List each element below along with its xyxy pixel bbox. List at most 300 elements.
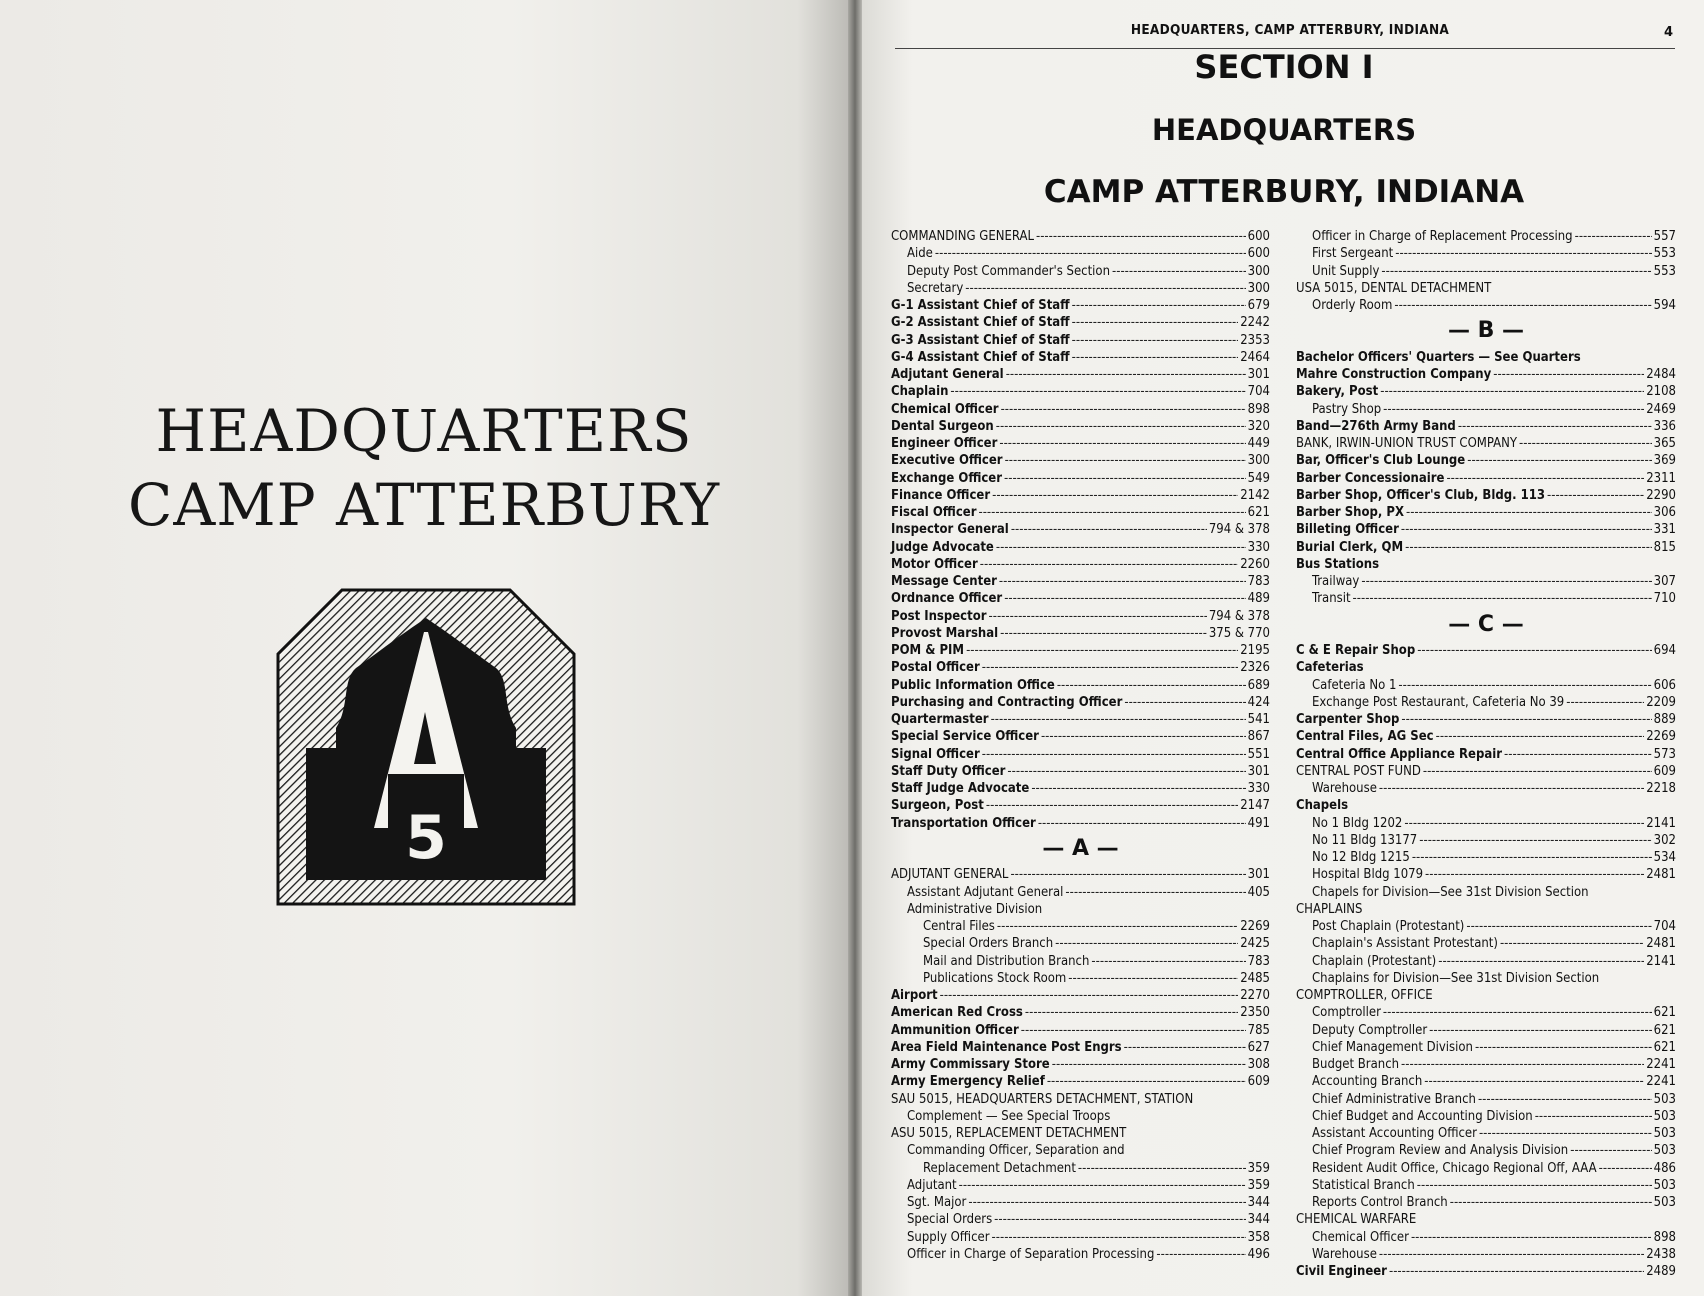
left-title-line1: HEADQUARTERS bbox=[155, 397, 693, 465]
directory-entry bbox=[1296, 797, 1676, 814]
page-number: 4 bbox=[1664, 25, 1674, 40]
directory-entry bbox=[1296, 366, 1676, 383]
phone-extension: 783 bbox=[1247, 574, 1270, 589]
phone-extension: 889 bbox=[1653, 712, 1676, 727]
entry-label: Provost Marshal bbox=[891, 625, 999, 641]
entry-label: Barber Shop, PX bbox=[1296, 505, 1404, 520]
entry-label: Trailway bbox=[1312, 574, 1360, 589]
entry-label: COMPTROLLER, OFFICE bbox=[1296, 988, 1433, 1003]
phone-extension: 301 bbox=[1247, 867, 1270, 883]
entry-label: Post Inspector bbox=[891, 608, 987, 624]
directory-entry bbox=[1296, 1022, 1676, 1039]
phone-extension: 898 bbox=[1653, 1229, 1676, 1245]
dot-leader bbox=[997, 918, 1238, 935]
directory-entry bbox=[891, 1160, 1270, 1177]
directory-entry bbox=[891, 659, 1270, 676]
phone-extension: 503 bbox=[1653, 1177, 1676, 1193]
directory-entry bbox=[891, 314, 1270, 331]
directory-entry bbox=[891, 970, 1270, 987]
phone-extension: 2141 bbox=[1646, 815, 1676, 831]
dot-leader bbox=[1091, 953, 1245, 970]
dot-leader bbox=[1010, 866, 1245, 883]
phone-extension: 2481 bbox=[1646, 867, 1676, 883]
directory-entry bbox=[1296, 1263, 1676, 1280]
entry-label: Adjutant General bbox=[891, 367, 1004, 382]
dot-leader bbox=[1411, 1229, 1652, 1246]
emblem-number: 5 bbox=[405, 803, 447, 873]
phone-extension: 704 bbox=[1653, 919, 1676, 934]
dot-leader bbox=[999, 573, 1246, 590]
directory-entry bbox=[891, 521, 1270, 538]
directory-entry bbox=[1296, 1211, 1676, 1228]
directory-entry bbox=[891, 349, 1270, 366]
phone-extension: 449 bbox=[1247, 436, 1270, 451]
phone-extension: 785 bbox=[1247, 1022, 1270, 1038]
entry-label: Airport bbox=[891, 988, 938, 1003]
dot-leader bbox=[959, 1177, 1246, 1194]
dot-leader bbox=[1381, 263, 1651, 280]
phone-extension: 2290 bbox=[1646, 487, 1676, 503]
phone-extension: 2108 bbox=[1646, 384, 1676, 400]
phone-extension: 2218 bbox=[1646, 781, 1676, 796]
phone-extension: 867 bbox=[1247, 729, 1270, 745]
phone-extension: 369 bbox=[1653, 453, 1676, 469]
entry-label: Central Files, AG Sec bbox=[1296, 729, 1434, 745]
dot-leader bbox=[1419, 832, 1651, 849]
directory-entry bbox=[1296, 780, 1676, 797]
phone-extension: 330 bbox=[1247, 781, 1270, 796]
directory-entry bbox=[891, 918, 1270, 935]
entry-label: Signal Officer bbox=[891, 746, 980, 762]
dot-leader bbox=[1570, 1142, 1651, 1159]
phone-extension: 679 bbox=[1247, 298, 1270, 313]
phone-extension: 549 bbox=[1247, 470, 1270, 486]
phone-extension: 573 bbox=[1653, 746, 1676, 762]
phone-extension: 600 bbox=[1247, 246, 1270, 262]
dot-leader bbox=[1395, 245, 1651, 262]
phone-extension: 306 bbox=[1653, 505, 1676, 520]
directory-entry bbox=[1296, 349, 1676, 366]
entry-label: Unit Supply bbox=[1312, 263, 1380, 279]
entry-label: Pastry Shop bbox=[1312, 401, 1382, 417]
dot-leader bbox=[1575, 228, 1652, 245]
entry-label: Aide bbox=[907, 246, 933, 262]
entry-label: Ammunition Officer bbox=[891, 1022, 1019, 1038]
directory-entry bbox=[1296, 1091, 1676, 1108]
phone-extension: 302 bbox=[1653, 832, 1676, 848]
directory-entry bbox=[1296, 1004, 1676, 1021]
dot-leader bbox=[966, 642, 1238, 659]
directory-entry bbox=[891, 1194, 1270, 1211]
directory-entry bbox=[891, 573, 1270, 590]
directory-entry bbox=[1296, 590, 1676, 607]
directory-entry bbox=[891, 470, 1270, 487]
dot-leader bbox=[1401, 1056, 1644, 1073]
entry-label: ADJUTANT GENERAL bbox=[891, 867, 1009, 883]
dot-leader bbox=[1466, 918, 1651, 935]
dot-leader bbox=[1000, 625, 1207, 642]
phone-extension: 609 bbox=[1247, 1074, 1270, 1090]
phone-extension: 783 bbox=[1247, 953, 1270, 969]
entry-label: Judge Advocate bbox=[891, 539, 994, 555]
entry-label: G-1 Assistant Chief of Staff bbox=[891, 298, 1070, 313]
entry-label: Officer in Charge of Separation Processing bbox=[907, 1246, 1155, 1262]
dot-leader bbox=[1404, 815, 1644, 832]
phone-extension: 2326 bbox=[1240, 660, 1270, 676]
camp-heading: CAMP ATTERBURY, INDIANA bbox=[1043, 174, 1525, 210]
dot-leader bbox=[1041, 728, 1246, 745]
entry-label: Barber Concessionaire bbox=[1296, 470, 1445, 486]
directory-entry bbox=[891, 987, 1270, 1004]
dot-leader bbox=[1038, 815, 1246, 832]
directory-entry bbox=[1296, 1194, 1676, 1211]
phone-extension: 2485 bbox=[1240, 970, 1270, 986]
entry-label: Engineer Officer bbox=[891, 436, 998, 451]
entry-label: Special Orders bbox=[907, 1212, 993, 1228]
entry-label: Reports Control Branch bbox=[1312, 1195, 1448, 1210]
directory-entry bbox=[1296, 918, 1676, 935]
dot-leader bbox=[1401, 711, 1651, 728]
directory-entry bbox=[891, 625, 1270, 642]
dot-leader bbox=[1055, 935, 1238, 952]
phone-extension: 557 bbox=[1653, 229, 1676, 244]
phone-extension: 2269 bbox=[1240, 919, 1270, 934]
directory-entry bbox=[1296, 280, 1676, 297]
directory-entry bbox=[1296, 504, 1676, 521]
entry-label: Chaplains for Division—See 31st Division Section bbox=[1312, 970, 1600, 986]
dot-leader bbox=[1383, 401, 1644, 418]
directory-entry bbox=[891, 1177, 1270, 1194]
entry-label: Message Center bbox=[891, 574, 997, 589]
dot-leader bbox=[1379, 780, 1644, 797]
directory-entry bbox=[1296, 901, 1676, 918]
phone-extension: 365 bbox=[1653, 436, 1676, 451]
directory-entry bbox=[891, 711, 1270, 728]
phone-extension: 405 bbox=[1247, 884, 1270, 900]
phone-extension: 486 bbox=[1653, 1160, 1676, 1176]
entry-label: Bar, Officer's Club Lounge bbox=[1296, 453, 1466, 469]
phone-extension: 359 bbox=[1247, 1177, 1270, 1193]
entry-label: Postal Officer bbox=[891, 660, 980, 676]
directory-entry bbox=[1296, 763, 1676, 780]
dot-leader bbox=[980, 556, 1238, 573]
dot-leader bbox=[1036, 228, 1246, 245]
phone-extension: 794 & 378 bbox=[1208, 522, 1270, 538]
phone-extension: 551 bbox=[1247, 746, 1270, 762]
entry-label: Mahre Construction Company bbox=[1296, 367, 1492, 382]
dot-leader bbox=[978, 504, 1245, 521]
entry-label: No 12 Bldg 1215 bbox=[1312, 850, 1410, 865]
directory-entry bbox=[891, 1229, 1270, 1246]
entry-label: Chemical Officer bbox=[891, 401, 999, 417]
entry-label: Bakery, Post bbox=[1296, 384, 1379, 400]
dot-leader bbox=[1478, 1091, 1652, 1108]
phone-extension: 600 bbox=[1247, 229, 1270, 244]
directory-entry bbox=[891, 263, 1270, 280]
entry-label: No 1 Bldg 1202 bbox=[1312, 815, 1403, 831]
directory-entry bbox=[891, 953, 1270, 970]
entry-label: Deputy Post Commander's Section bbox=[907, 263, 1110, 279]
directory-entry bbox=[891, 245, 1270, 262]
entry-label: G-2 Assistant Chief of Staff bbox=[891, 315, 1070, 331]
directory-entry bbox=[1296, 539, 1676, 556]
dot-leader bbox=[1599, 1160, 1652, 1177]
entry-label: Central Office Appliance Repair bbox=[1296, 746, 1503, 762]
phone-extension: 503 bbox=[1653, 1126, 1676, 1141]
section-heading: SECTION I bbox=[1194, 48, 1374, 86]
entry-label: Comptroller bbox=[1312, 1005, 1381, 1021]
entry-label: CHAPLAINS bbox=[1296, 901, 1363, 917]
dot-leader bbox=[994, 1211, 1246, 1228]
dot-leader bbox=[1438, 953, 1644, 970]
dot-leader bbox=[968, 1194, 1245, 1211]
entry-label: C & E Repair Shop bbox=[1296, 643, 1416, 658]
entry-label: Special Service Officer bbox=[891, 729, 1039, 745]
dot-leader bbox=[1380, 383, 1644, 400]
entry-label: Surgeon, Post bbox=[891, 798, 984, 814]
dot-leader bbox=[1112, 263, 1246, 280]
directory-entry bbox=[1296, 987, 1676, 1004]
directory-entry bbox=[891, 642, 1270, 659]
entry-label: G-3 Assistant Chief of Staff bbox=[891, 332, 1070, 348]
entry-label: Chaplain bbox=[891, 384, 949, 400]
directory-entry bbox=[1296, 1160, 1676, 1177]
directory-entry bbox=[891, 539, 1270, 556]
dot-leader bbox=[1406, 504, 1652, 521]
dot-leader bbox=[1021, 1022, 1246, 1039]
fifth-army-emblem bbox=[276, 588, 576, 906]
entry-label: Army Commissary Store bbox=[891, 1057, 1050, 1072]
directory-entry bbox=[891, 1056, 1270, 1073]
phone-extension: 344 bbox=[1247, 1195, 1270, 1210]
entry-label: American Red Cross bbox=[891, 1005, 1023, 1021]
entry-label: Adjutant bbox=[907, 1177, 957, 1193]
dot-leader bbox=[1007, 763, 1245, 780]
dot-leader bbox=[1425, 866, 1644, 883]
entry-label: Warehouse bbox=[1312, 1246, 1377, 1262]
phone-extension: 503 bbox=[1653, 1091, 1676, 1107]
entry-label: Statistical Branch bbox=[1312, 1177, 1415, 1193]
directory-entry bbox=[1296, 401, 1676, 418]
entry-label: CENTRAL POST FUND bbox=[1296, 763, 1421, 779]
dot-leader bbox=[1004, 470, 1246, 487]
directory-entry bbox=[891, 332, 1270, 349]
entry-label: Chief Management Division bbox=[1312, 1039, 1473, 1055]
directory-column-2 bbox=[1296, 228, 1676, 1280]
directory-entry bbox=[891, 608, 1270, 625]
dot-leader bbox=[935, 245, 1246, 262]
phone-extension: 534 bbox=[1653, 850, 1676, 865]
letter-section-heading: — B — bbox=[1447, 318, 1525, 344]
phone-extension: 503 bbox=[1653, 1195, 1676, 1210]
directory-entry bbox=[1296, 970, 1676, 987]
phone-extension: 710 bbox=[1653, 591, 1676, 607]
phone-extension: 704 bbox=[1247, 384, 1270, 400]
entry-label: Assistant Adjutant General bbox=[907, 884, 1064, 900]
dot-leader bbox=[1025, 1004, 1238, 1021]
directory-entry bbox=[1296, 418, 1676, 435]
directory-entry bbox=[891, 935, 1270, 952]
directory-entry bbox=[891, 1142, 1270, 1159]
directory-entry bbox=[1296, 1177, 1676, 1194]
dot-leader bbox=[1401, 521, 1652, 538]
phone-extension: 689 bbox=[1247, 677, 1270, 693]
dot-leader bbox=[1446, 470, 1644, 487]
directory-entry bbox=[891, 884, 1270, 901]
entry-label: Secretary bbox=[907, 280, 964, 296]
dot-leader bbox=[1156, 1246, 1245, 1263]
dot-leader bbox=[996, 539, 1246, 556]
dot-leader bbox=[1535, 1108, 1652, 1125]
phone-extension: 300 bbox=[1247, 453, 1270, 469]
directory-entry bbox=[891, 866, 1270, 883]
phone-extension: 553 bbox=[1653, 246, 1676, 262]
dot-leader bbox=[1065, 884, 1245, 901]
phone-extension: 553 bbox=[1653, 263, 1676, 279]
dot-leader bbox=[999, 435, 1245, 452]
running-head: HEADQUARTERS, CAMP ATTERBURY, INDIANA bbox=[1130, 22, 1450, 38]
entry-label: Chemical Officer bbox=[1312, 1229, 1409, 1245]
dot-leader bbox=[1405, 539, 1652, 556]
dot-leader bbox=[1417, 642, 1651, 659]
phone-extension: 2209 bbox=[1646, 694, 1676, 710]
directory-entry bbox=[1296, 884, 1676, 901]
dot-leader bbox=[1458, 418, 1652, 435]
directory-entry bbox=[891, 297, 1270, 314]
entry-label: Civil Engineer bbox=[1296, 1264, 1387, 1279]
phone-extension: 2425 bbox=[1240, 936, 1270, 952]
entry-label: BANK, IRWIN-UNION TRUST COMPANY bbox=[1296, 436, 1517, 451]
entry-label: Administrative Division bbox=[907, 901, 1043, 917]
left-page bbox=[0, 0, 848, 1296]
directory-entry bbox=[1296, 452, 1676, 469]
directory-entry bbox=[1296, 694, 1676, 711]
phone-extension: 2469 bbox=[1646, 401, 1676, 417]
directory-entry bbox=[891, 418, 1270, 435]
dot-leader bbox=[965, 280, 1245, 297]
directory-entry bbox=[891, 1073, 1270, 1090]
entry-label: Deputy Comptroller bbox=[1312, 1022, 1428, 1038]
directory-entry bbox=[891, 901, 1270, 918]
phone-extension: 320 bbox=[1247, 418, 1270, 434]
entry-label: Staff Judge Advocate bbox=[891, 781, 1030, 796]
phone-extension: 2481 bbox=[1646, 936, 1676, 952]
phone-extension: 2311 bbox=[1646, 470, 1676, 486]
entry-label: Public Information Office bbox=[891, 677, 1055, 693]
phone-extension: 336 bbox=[1653, 418, 1676, 434]
phone-extension: 609 bbox=[1653, 763, 1676, 779]
dot-leader bbox=[982, 659, 1238, 676]
phone-extension: 898 bbox=[1247, 401, 1270, 417]
dot-leader bbox=[1072, 332, 1239, 349]
dot-leader bbox=[1504, 746, 1652, 763]
entry-label: Inspector General bbox=[891, 522, 1009, 538]
entry-label: Officer in Charge of Replacement Processing bbox=[1312, 229, 1573, 244]
phone-extension: 358 bbox=[1247, 1229, 1270, 1245]
dot-leader bbox=[1398, 677, 1651, 694]
entry-label: Replacement Detachment bbox=[923, 1160, 1076, 1176]
phone-extension: 2141 bbox=[1646, 953, 1676, 969]
directory-entry bbox=[1296, 953, 1676, 970]
entry-label: Band—276th Army Band bbox=[1296, 418, 1456, 434]
entry-label: Area Field Maintenance Post Engrs bbox=[891, 1039, 1122, 1055]
entry-label: SAU 5015, HEADQUARTERS DETACHMENT, STATION bbox=[891, 1091, 1194, 1107]
phone-extension: 489 bbox=[1247, 591, 1270, 607]
phone-extension: 503 bbox=[1653, 1108, 1676, 1124]
headquarters-heading: HEADQUARTERS bbox=[1151, 113, 1417, 147]
directory-entry bbox=[1296, 1229, 1676, 1246]
dot-leader bbox=[1417, 1177, 1652, 1194]
phone-extension: 503 bbox=[1653, 1143, 1676, 1159]
entry-label: CHEMICAL WARFARE bbox=[1296, 1212, 1417, 1228]
entry-label: Budget Branch bbox=[1312, 1057, 1400, 1072]
entry-label: Motor Officer bbox=[891, 556, 978, 572]
phone-extension: 815 bbox=[1653, 539, 1676, 555]
dot-leader bbox=[991, 711, 1246, 728]
entry-label: Chaplain (Protestant) bbox=[1312, 953, 1437, 969]
dot-leader bbox=[1001, 401, 1246, 418]
directory-entry bbox=[891, 677, 1270, 694]
directory-entry bbox=[891, 366, 1270, 383]
entry-label: Warehouse bbox=[1312, 781, 1377, 796]
left-title-line2: CAMP ATTERBURY bbox=[128, 471, 720, 539]
entry-label: Exchange Officer bbox=[891, 470, 1003, 486]
directory-entry bbox=[891, 383, 1270, 400]
phone-extension: 301 bbox=[1247, 763, 1270, 779]
dot-leader bbox=[1383, 1004, 1652, 1021]
phone-extension: 627 bbox=[1247, 1039, 1270, 1055]
directory-entry bbox=[1296, 746, 1676, 763]
dot-leader bbox=[1361, 573, 1651, 590]
phone-extension: 344 bbox=[1247, 1212, 1270, 1228]
phone-extension: 2241 bbox=[1646, 1074, 1676, 1090]
entry-label: Complement — See Special Troops bbox=[907, 1108, 1111, 1124]
directory-entry bbox=[891, 815, 1270, 832]
entry-label: Exchange Post Restaurant, Cafeteria No 39 bbox=[1312, 694, 1565, 710]
phone-extension: 2269 bbox=[1646, 729, 1676, 745]
dot-leader bbox=[1389, 1263, 1644, 1280]
phone-extension: 424 bbox=[1247, 694, 1270, 710]
dot-leader bbox=[1072, 314, 1239, 331]
directory-entry bbox=[891, 590, 1270, 607]
directory-entry bbox=[1296, 832, 1676, 849]
phone-extension: 794 & 378 bbox=[1208, 608, 1270, 624]
directory-entry bbox=[1296, 711, 1676, 728]
entry-label: Supply Officer bbox=[907, 1229, 990, 1245]
entry-label: Cafeterias bbox=[1296, 660, 1364, 676]
directory-entry bbox=[891, 487, 1270, 504]
entry-label: Finance Officer bbox=[891, 487, 991, 503]
dot-leader bbox=[992, 487, 1238, 504]
phone-extension: 621 bbox=[1653, 1039, 1676, 1055]
phone-extension: 375 & 770 bbox=[1208, 625, 1270, 641]
directory-entry bbox=[1296, 383, 1676, 400]
phone-extension: 606 bbox=[1653, 677, 1676, 693]
directory-entry bbox=[891, 452, 1270, 469]
entry-label: Chief Administrative Branch bbox=[1312, 1091, 1476, 1107]
directory-entry bbox=[1296, 1246, 1676, 1263]
directory-entry bbox=[1296, 263, 1676, 280]
phone-extension: 621 bbox=[1653, 1005, 1676, 1021]
phone-extension: 2242 bbox=[1240, 315, 1270, 331]
entry-label: First Sergeant bbox=[1312, 246, 1394, 262]
phone-extension: 359 bbox=[1247, 1160, 1270, 1176]
directory-entry bbox=[1296, 556, 1676, 573]
dot-leader bbox=[1423, 763, 1652, 780]
entry-label: Sgt. Major bbox=[907, 1195, 967, 1210]
entry-label: Chaplain's Assistant Protestant) bbox=[1312, 936, 1498, 952]
dot-leader bbox=[1057, 677, 1246, 694]
